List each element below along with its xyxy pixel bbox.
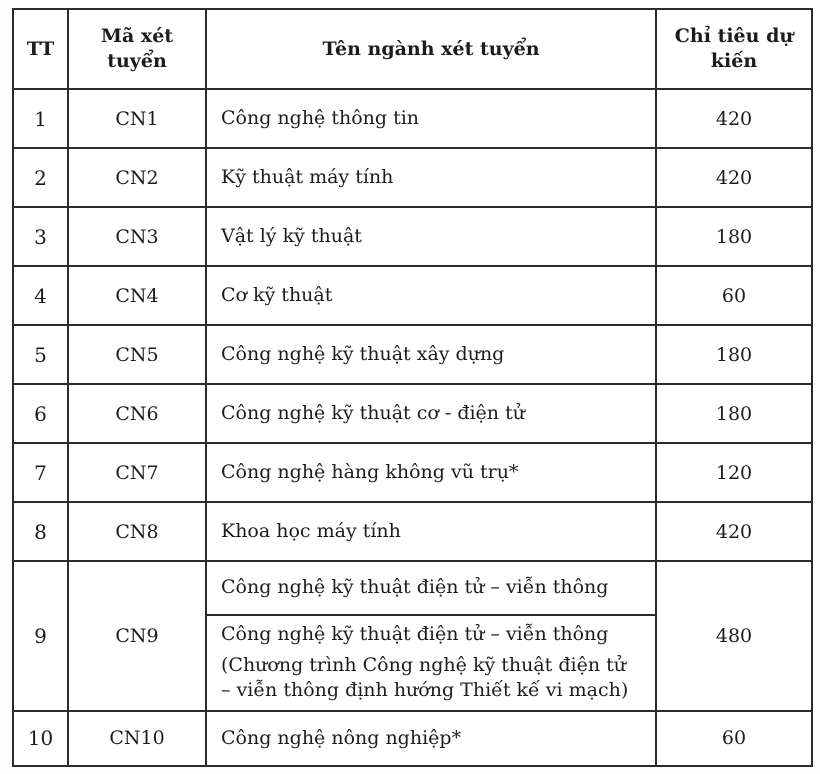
- table-row: [13, 443, 812, 502]
- cell-name: Công nghệ kỹ thuật cơ - điện tử: [206, 384, 656, 443]
- table-row: [13, 325, 812, 384]
- cell-name: [206, 615, 656, 711]
- cell-tt: 4: [13, 266, 68, 325]
- header-name: Tên ngành xét tuyển: [206, 9, 656, 89]
- admission-quota-table: [12, 8, 813, 767]
- cell-name: Kỹ thuật máy tính: [206, 148, 656, 207]
- cell-code: CN9: [68, 561, 206, 711]
- cell-name-note: (Chương trình Công nghệ kỹ thuật điện tử – viễn thông định hướng Thiết kế vi mạch): [221, 653, 629, 702]
- cell-code: CN4: [68, 266, 206, 325]
- cell-quota: 60: [656, 711, 812, 766]
- cell-tt: 2: [13, 148, 68, 207]
- cell-tt: 8: [13, 502, 68, 561]
- cell-name: Vật lý kỹ thuật: [206, 207, 656, 266]
- cell-quota: 120: [656, 443, 812, 502]
- cell-tt: 1: [13, 89, 68, 148]
- table-row: [13, 561, 812, 615]
- cell-tt: 6: [13, 384, 68, 443]
- table-row: [13, 89, 812, 148]
- cell-quota: 480: [656, 561, 812, 711]
- cell-name: Công nghệ kỹ thuật điện tử – viễn thông: [206, 561, 656, 615]
- table-row: [13, 502, 812, 561]
- table-row: [13, 207, 812, 266]
- cell-tt: 7: [13, 443, 68, 502]
- cell-code: CN1: [68, 89, 206, 148]
- table-row: [13, 148, 812, 207]
- cell-code: CN8: [68, 502, 206, 561]
- header-tt: TT: [13, 9, 68, 89]
- cell-quota: 180: [656, 325, 812, 384]
- cell-code: CN3: [68, 207, 206, 266]
- cell-name: Cơ kỹ thuật: [206, 266, 656, 325]
- cell-name: Công nghệ thông tin: [206, 89, 656, 148]
- cell-name: Công nghệ nông nghiệp*: [206, 711, 656, 766]
- cell-tt: 10: [13, 711, 68, 766]
- cell-quota: 180: [656, 384, 812, 443]
- table-row: [13, 711, 812, 766]
- table-row: [13, 384, 812, 443]
- header-quota: Chỉ tiêu dự kiến: [656, 9, 812, 89]
- cell-name: Công nghệ kỹ thuật xây dựng: [206, 325, 656, 384]
- cell-name: Công nghệ hàng không vũ trụ*: [206, 443, 656, 502]
- cell-quota: 180: [656, 207, 812, 266]
- cell-tt: 9: [13, 561, 68, 711]
- header-code: Mã xét tuyển: [68, 9, 206, 89]
- cell-code: CN6: [68, 384, 206, 443]
- cell-quota: 420: [656, 89, 812, 148]
- cell-quota: 420: [656, 502, 812, 561]
- cell-name-main: Công nghệ kỹ thuật điện tử – viễn thông: [221, 623, 609, 645]
- table-header-row: [13, 9, 812, 89]
- cell-code: CN5: [68, 325, 206, 384]
- cell-code: CN2: [68, 148, 206, 207]
- cell-quota: 420: [656, 148, 812, 207]
- cell-name: Khoa học máy tính: [206, 502, 656, 561]
- cell-tt: 3: [13, 207, 68, 266]
- cell-quota: 60: [656, 266, 812, 325]
- cell-code: CN10: [68, 711, 206, 766]
- cell-tt: 5: [13, 325, 68, 384]
- table-row: [13, 266, 812, 325]
- cell-code: CN7: [68, 443, 206, 502]
